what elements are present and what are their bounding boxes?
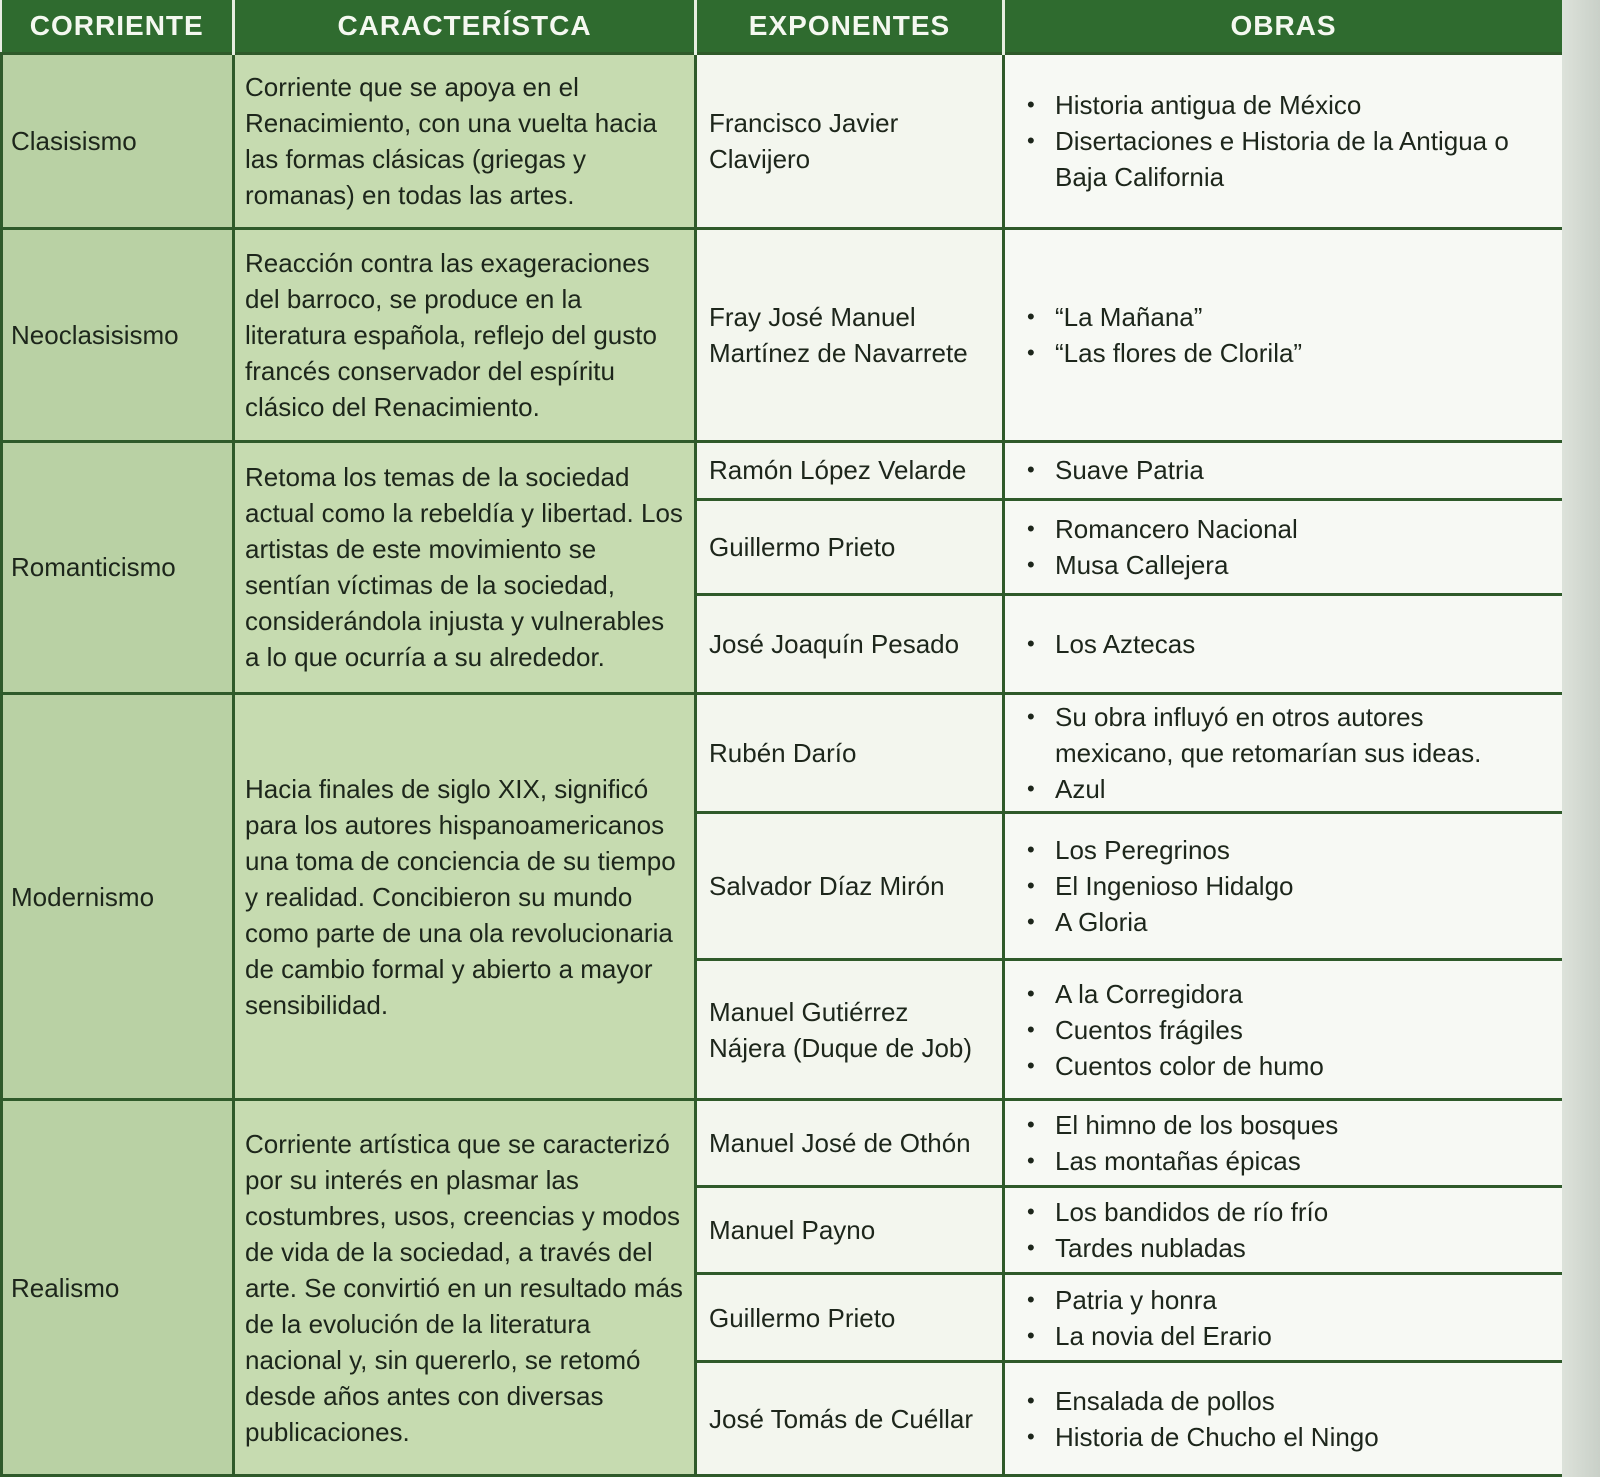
works-list (1027, 1282, 1548, 1354)
author-name: Francisco Javier Clavijero (696, 54, 1004, 229)
work-title: Los Peregrinos (1055, 835, 1230, 866)
bullet-icon: • (1027, 340, 1035, 366)
bullet-icon: • (1027, 457, 1035, 483)
author-name: Manuel Gutiérrez Nájera (Duque de Job) (696, 960, 1004, 1100)
author-name: Rubén Darío (696, 693, 1004, 813)
work-title: Historia antigua de México (1055, 90, 1362, 121)
work-title: Cuentos frágiles (1055, 1014, 1243, 1045)
bullet-icon: • (1027, 704, 1035, 730)
works-cell (1004, 1187, 1563, 1274)
table-row (2, 54, 1563, 229)
author-name: Fray José Manuel Martínez de Navarrete (696, 229, 1004, 442)
work-item (1027, 868, 1548, 904)
bullet-icon: • (1027, 1016, 1035, 1042)
table-row (2, 693, 1563, 813)
movement-name: Neoclasisismo (2, 229, 234, 442)
author-name: Guillermo Prieto (696, 499, 1004, 594)
bullet-icon: • (1027, 92, 1035, 118)
bullet-icon: • (1027, 776, 1035, 802)
movement-name: Realismo (2, 1100, 234, 1476)
work-item (1027, 87, 1548, 123)
works-cell (1004, 1100, 1563, 1187)
bullet-icon: • (1027, 304, 1035, 330)
work-item (1027, 123, 1548, 195)
work-item (1027, 1419, 1548, 1455)
works-cell (1004, 594, 1563, 693)
work-item (1027, 299, 1548, 335)
work-title: Las montañas épicas (1055, 1146, 1301, 1177)
bullet-icon: • (1027, 909, 1035, 935)
bullet-icon: • (1027, 837, 1035, 863)
work-title: Tardes nubladas (1055, 1232, 1246, 1263)
work-item (1027, 1107, 1548, 1143)
movement-description: Corriente que se apoya en el Renacimiento, con una vuelta hacia las formas clásicas (griegas y romanas) en todas las artes. (234, 54, 696, 229)
works-list (1027, 299, 1548, 371)
work-item (1027, 511, 1548, 547)
work-title: Musa Callejera (1055, 549, 1229, 580)
work-title: Cuentos color de humo (1055, 1050, 1324, 1081)
work-title: La novia del Erario (1055, 1320, 1272, 1351)
work-title: Suave Patria (1055, 455, 1204, 486)
work-item (1027, 1048, 1548, 1084)
bullet-icon: • (1027, 1423, 1035, 1449)
bullet-icon: • (1027, 1148, 1035, 1174)
header-corriente: CORRIENTE (2, 0, 234, 54)
work-title: Los bandidos de río frío (1055, 1196, 1329, 1227)
work-item (1027, 547, 1548, 583)
works-list (1027, 699, 1548, 807)
work-item (1027, 699, 1548, 771)
work-item (1027, 976, 1548, 1012)
work-item (1027, 1282, 1548, 1318)
header-row (2, 0, 1563, 54)
work-item (1027, 1230, 1548, 1266)
works-cell (1004, 441, 1563, 499)
author-name: Salvador Díaz Mirón (696, 813, 1004, 960)
author-name: Guillermo Prieto (696, 1273, 1004, 1362)
author-name: Manuel Payno (696, 1187, 1004, 1274)
movement-name: Romanticismo (2, 441, 234, 693)
header-obras: OBRAS (1004, 0, 1563, 54)
works-list (1027, 452, 1548, 488)
works-cell (1004, 499, 1563, 594)
work-item (1027, 1012, 1548, 1048)
works-list (1027, 1383, 1548, 1455)
bullet-icon: • (1027, 515, 1035, 541)
works-cell (1004, 1362, 1563, 1476)
work-item (1027, 1143, 1548, 1179)
works-cell (1004, 54, 1563, 229)
work-title: Disertaciones e Historia de la Antigua o Baja California (1055, 126, 1509, 193)
bullet-icon: • (1027, 551, 1035, 577)
movement-description: Retoma los temas de la sociedad actual como la rebeldía y libertad. Los artistas de este movimiento se sentían víctimas de la sociedad, considerándola injusta y vulnerables a lo que ocurría a su alrededor. (234, 441, 696, 693)
bullet-icon: • (1027, 1234, 1035, 1260)
table-row (2, 1100, 1563, 1187)
work-item (1027, 1194, 1548, 1230)
works-list (1027, 976, 1548, 1084)
table-row (2, 441, 1563, 499)
movement-name: Modernismo (2, 693, 234, 1100)
work-item (1027, 904, 1548, 940)
author-name: José Joaquín Pesado (696, 594, 1004, 693)
work-item (1027, 1383, 1548, 1419)
works-cell (1004, 960, 1563, 1100)
bullet-icon: • (1027, 1322, 1035, 1348)
work-title: Ensalada de pollos (1055, 1385, 1275, 1416)
works-cell (1004, 229, 1563, 442)
bullet-icon: • (1027, 1112, 1035, 1138)
movement-description: Reacción contra las exageraciones del barroco, se produce en la literatura española, reflejo del gusto francés conservador del espíritu clásico del Renacimiento. (234, 229, 696, 442)
works-list (1027, 87, 1548, 195)
works-cell (1004, 813, 1563, 960)
bullet-icon: • (1027, 630, 1035, 656)
header-caracteristica: CARACTERÍSTCA (234, 0, 696, 54)
works-list (1027, 626, 1548, 662)
page-edge (1558, 0, 1600, 1477)
works-list (1027, 511, 1548, 583)
bullet-icon: • (1027, 1052, 1035, 1078)
header-exponentes: EXPONENTES (696, 0, 1004, 54)
work-title: Los Aztecas (1055, 628, 1196, 659)
author-name: Ramón López Velarde (696, 441, 1004, 499)
work-title: “Las flores de Clorila” (1055, 338, 1303, 369)
work-title: “La Mañana” (1055, 302, 1203, 333)
bullet-icon: • (1027, 1198, 1035, 1224)
work-title: Romancero Nacional (1055, 513, 1298, 544)
work-item (1027, 832, 1548, 868)
table-body (2, 54, 1563, 1476)
table-row (2, 229, 1563, 442)
work-item (1027, 771, 1548, 807)
works-cell (1004, 693, 1563, 813)
work-title: A la Corregidora (1055, 978, 1243, 1009)
work-title: Historia de Chucho el Ningo (1055, 1421, 1379, 1452)
work-item (1027, 1318, 1548, 1354)
bullet-icon: • (1027, 873, 1035, 899)
work-title: Patria y honra (1055, 1284, 1217, 1315)
bullet-icon: • (1027, 1387, 1035, 1413)
work-title: A Gloria (1055, 907, 1148, 938)
work-title: Azul (1055, 774, 1106, 805)
work-title: El himno de los bosques (1055, 1110, 1339, 1141)
bullet-icon: • (1027, 980, 1035, 1006)
works-list (1027, 1194, 1548, 1266)
table-header (2, 0, 1563, 54)
works-list (1027, 832, 1548, 940)
movement-name: Clasisismo (2, 54, 234, 229)
work-item (1027, 335, 1548, 371)
work-item (1027, 626, 1548, 662)
author-name: Manuel José de Othón (696, 1100, 1004, 1187)
movement-description: Hacia finales de siglo XIX, significó para los autores hispanoamericanos una toma de conciencia de su tiempo y realidad. Concibieron su mundo como parte de una ola revolucionaria de cambio formal y abierto a mayor sensibilidad. (234, 693, 696, 1100)
works-cell (1004, 1273, 1563, 1362)
author-name: José Tomás de Cuéllar (696, 1362, 1004, 1476)
work-title: El Ingenioso Hidalgo (1055, 871, 1294, 902)
bullet-icon: • (1027, 128, 1035, 154)
movement-description: Corriente artística que se caracterizó por su interés en plasmar las costumbres, usos, creencias y modos de vida de la sociedad, a través del arte. Se convirtió en un resultado más de la evolución de la literatura nacional y, sin quererlo, se retomó desde años antes con diversas publicaciones. (234, 1100, 696, 1476)
works-list (1027, 1107, 1548, 1179)
work-item (1027, 452, 1548, 488)
work-title: Su obra influyó en otros autores mexicano, que retomarían sus ideas. (1055, 702, 1482, 769)
bullet-icon: • (1027, 1286, 1035, 1312)
